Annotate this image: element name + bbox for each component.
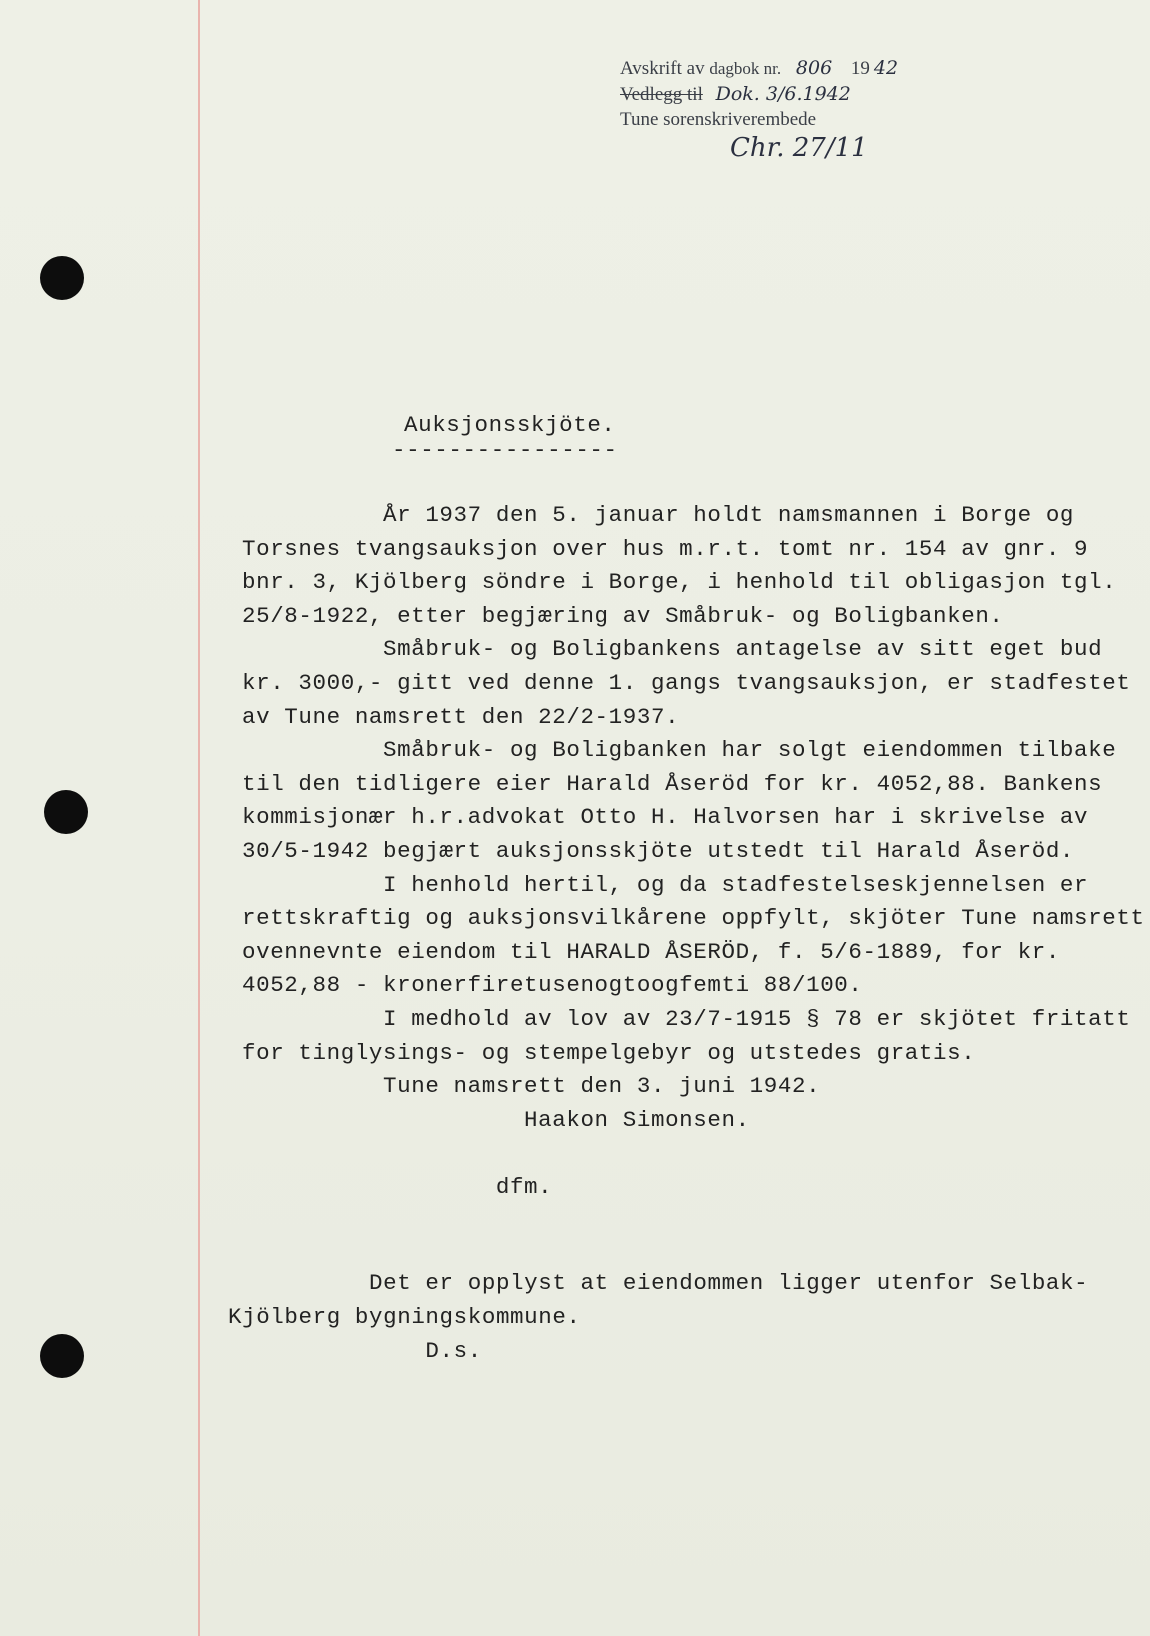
document-title: Auksjonsskjöte. bbox=[404, 412, 616, 438]
body-line: dfm. bbox=[242, 1174, 553, 1200]
title-underline: ---------------- bbox=[392, 437, 618, 463]
stamp-initials-note: Chr. 27/11 bbox=[730, 133, 868, 163]
body-line: av Tune namsrett den 22/2-1937. bbox=[242, 703, 680, 730]
stamp-year-suffix: 42 bbox=[873, 57, 899, 79]
stamp-year-prefix: 19 bbox=[850, 58, 870, 79]
stamp-avskrift-label: Avskrift av bbox=[620, 58, 705, 79]
punch-hole-top bbox=[40, 256, 84, 300]
note-line: Kjölberg bygningskommune. bbox=[228, 1304, 581, 1330]
body-line: I medhold av lov av 23/7-1915 § 78 er skjötet fritatt bbox=[242, 1006, 1131, 1032]
note-line: D.s. bbox=[228, 1338, 482, 1364]
stamp-office: Tune sorenskriverembede bbox=[620, 109, 817, 130]
body-line: År 1937 den 5. januar holdt namsmannen i Borge og bbox=[242, 502, 1075, 528]
note-line: Det er opplyst at eiendommen ligger utenfor Selbak- bbox=[228, 1270, 1089, 1296]
punch-hole-bottom bbox=[40, 1334, 84, 1378]
body-line: for tinglysings- og stempelgebyr og utstedes gratis. bbox=[242, 1039, 976, 1066]
body-line: 30/5-1942 begjært auksjonsskjöte utstedt til Harald Åseröd. bbox=[242, 838, 1075, 864]
stamp-dagbok-number: 806 bbox=[795, 57, 833, 79]
body-line: rettskraftig og auksjonsvilkårene oppfylt, skjöter Tune namsrett bbox=[242, 905, 1145, 932]
body-line: ovennevnte eiendom til HARALD ÅSERÖD, f. 5/6-1889, for kr. bbox=[242, 938, 1060, 965]
stamp-dagbok-label: dagbok nr. bbox=[709, 59, 782, 78]
margin-rule bbox=[198, 0, 200, 1636]
stamp-struck-label: Vedlegg til bbox=[620, 84, 703, 105]
body-line: Haakon Simonsen. bbox=[242, 1106, 750, 1133]
body-line: Småbruk- og Boligbankens antagelse av sitt eget bud bbox=[242, 636, 1103, 663]
stamp-dok-note: Dok. 3/6.1942 bbox=[715, 83, 851, 105]
body-line: I henhold hertil, og da stadfestelseskjennelsen er bbox=[242, 871, 1089, 898]
punch-hole-middle bbox=[44, 790, 88, 834]
body-line: Småbruk- og Boligbanken har solgt eiendommen tilbake bbox=[242, 737, 1117, 764]
body-line: Tune namsrett den 3. juni 1942. bbox=[242, 1073, 821, 1100]
body-line: til den tidligere eier Harald Åseröd for kr. 4052,88. Bankens bbox=[242, 770, 1103, 797]
body-line: 4052,88 - kronerfiretusenogtoogfemti 88/100. bbox=[242, 972, 863, 999]
body-line: bnr. 3, Kjölberg söndre i Borge, i henhold til obligasjon tgl. bbox=[242, 569, 1117, 596]
body-line: 25/8-1922, etter begjæring av Småbruk- og Boligbanken. bbox=[242, 602, 1004, 629]
body-line: kr. 3000,- gitt ved denne 1. gangs tvangsauksjon, er stadfestet bbox=[242, 670, 1131, 696]
body-line: Torsnes tvangsauksjon over hus m.r.t. tomt nr. 154 av gnr. 9 bbox=[242, 535, 1089, 562]
body-line: kommisjonær h.r.advokat Otto H. Halvorsen har i skrivelse av bbox=[242, 804, 1089, 831]
